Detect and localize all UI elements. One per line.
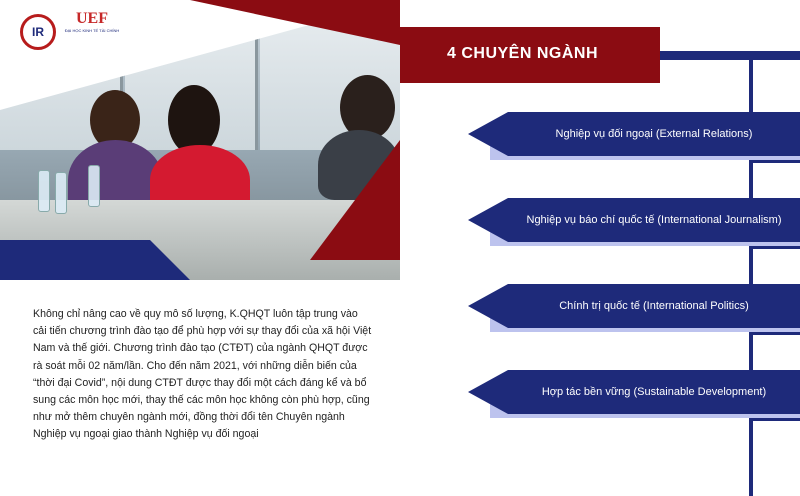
decor-top-line bbox=[660, 51, 800, 60]
decor-red-triangle-top bbox=[190, 0, 400, 45]
major-item bbox=[468, 284, 800, 344]
ir-logo: IR bbox=[20, 14, 56, 50]
section-title-box bbox=[400, 27, 660, 83]
major-label: Hợp tác bền vững (Sustainable Development) bbox=[541, 386, 767, 398]
major-label: Nghiệp vụ đối ngoại (External Relations) bbox=[555, 128, 753, 140]
body-paragraph: Không chỉ nâng cao về quy mô số lượng, K.QHQT luôn tập trung vào cải tiến chương trình đào tạo để phù hợp với sự thay đổi của xã hội Việt Nam và thế giới. Chương trình đào tạo (CTĐT) của ngành QHQT được rà soát mỗi 02 năm/lần. Cho đến năm 2021, với những diễn biến của “thời đại Covid”, nội dung CTĐT được thay đổi một cách đáng kể và bổ sung các môn học mới, thay thế các môn học không còn phù hợp, cũng như mở thêm chuyên ngành mới, đồng thời đổi tên Chuyên ngành Nghiệp vụ ngoại giao thành Nghiệp vụ đối ngoại bbox=[33, 308, 372, 441]
major-label: Nghiệp vụ báo chí quốc tế (International Journalism) bbox=[526, 214, 782, 226]
section-title: 4 CHUYÊN NGÀNH bbox=[447, 45, 599, 62]
logo-area bbox=[8, 4, 118, 52]
major-item bbox=[468, 112, 800, 172]
uef-logo: UEF ĐẠI HỌC KINH TẾ TÀI CHÍNH bbox=[64, 10, 120, 33]
major-item bbox=[468, 198, 800, 258]
major-label: Chính trị quốc tế (International Politics) bbox=[559, 300, 749, 312]
major-item bbox=[468, 370, 800, 430]
